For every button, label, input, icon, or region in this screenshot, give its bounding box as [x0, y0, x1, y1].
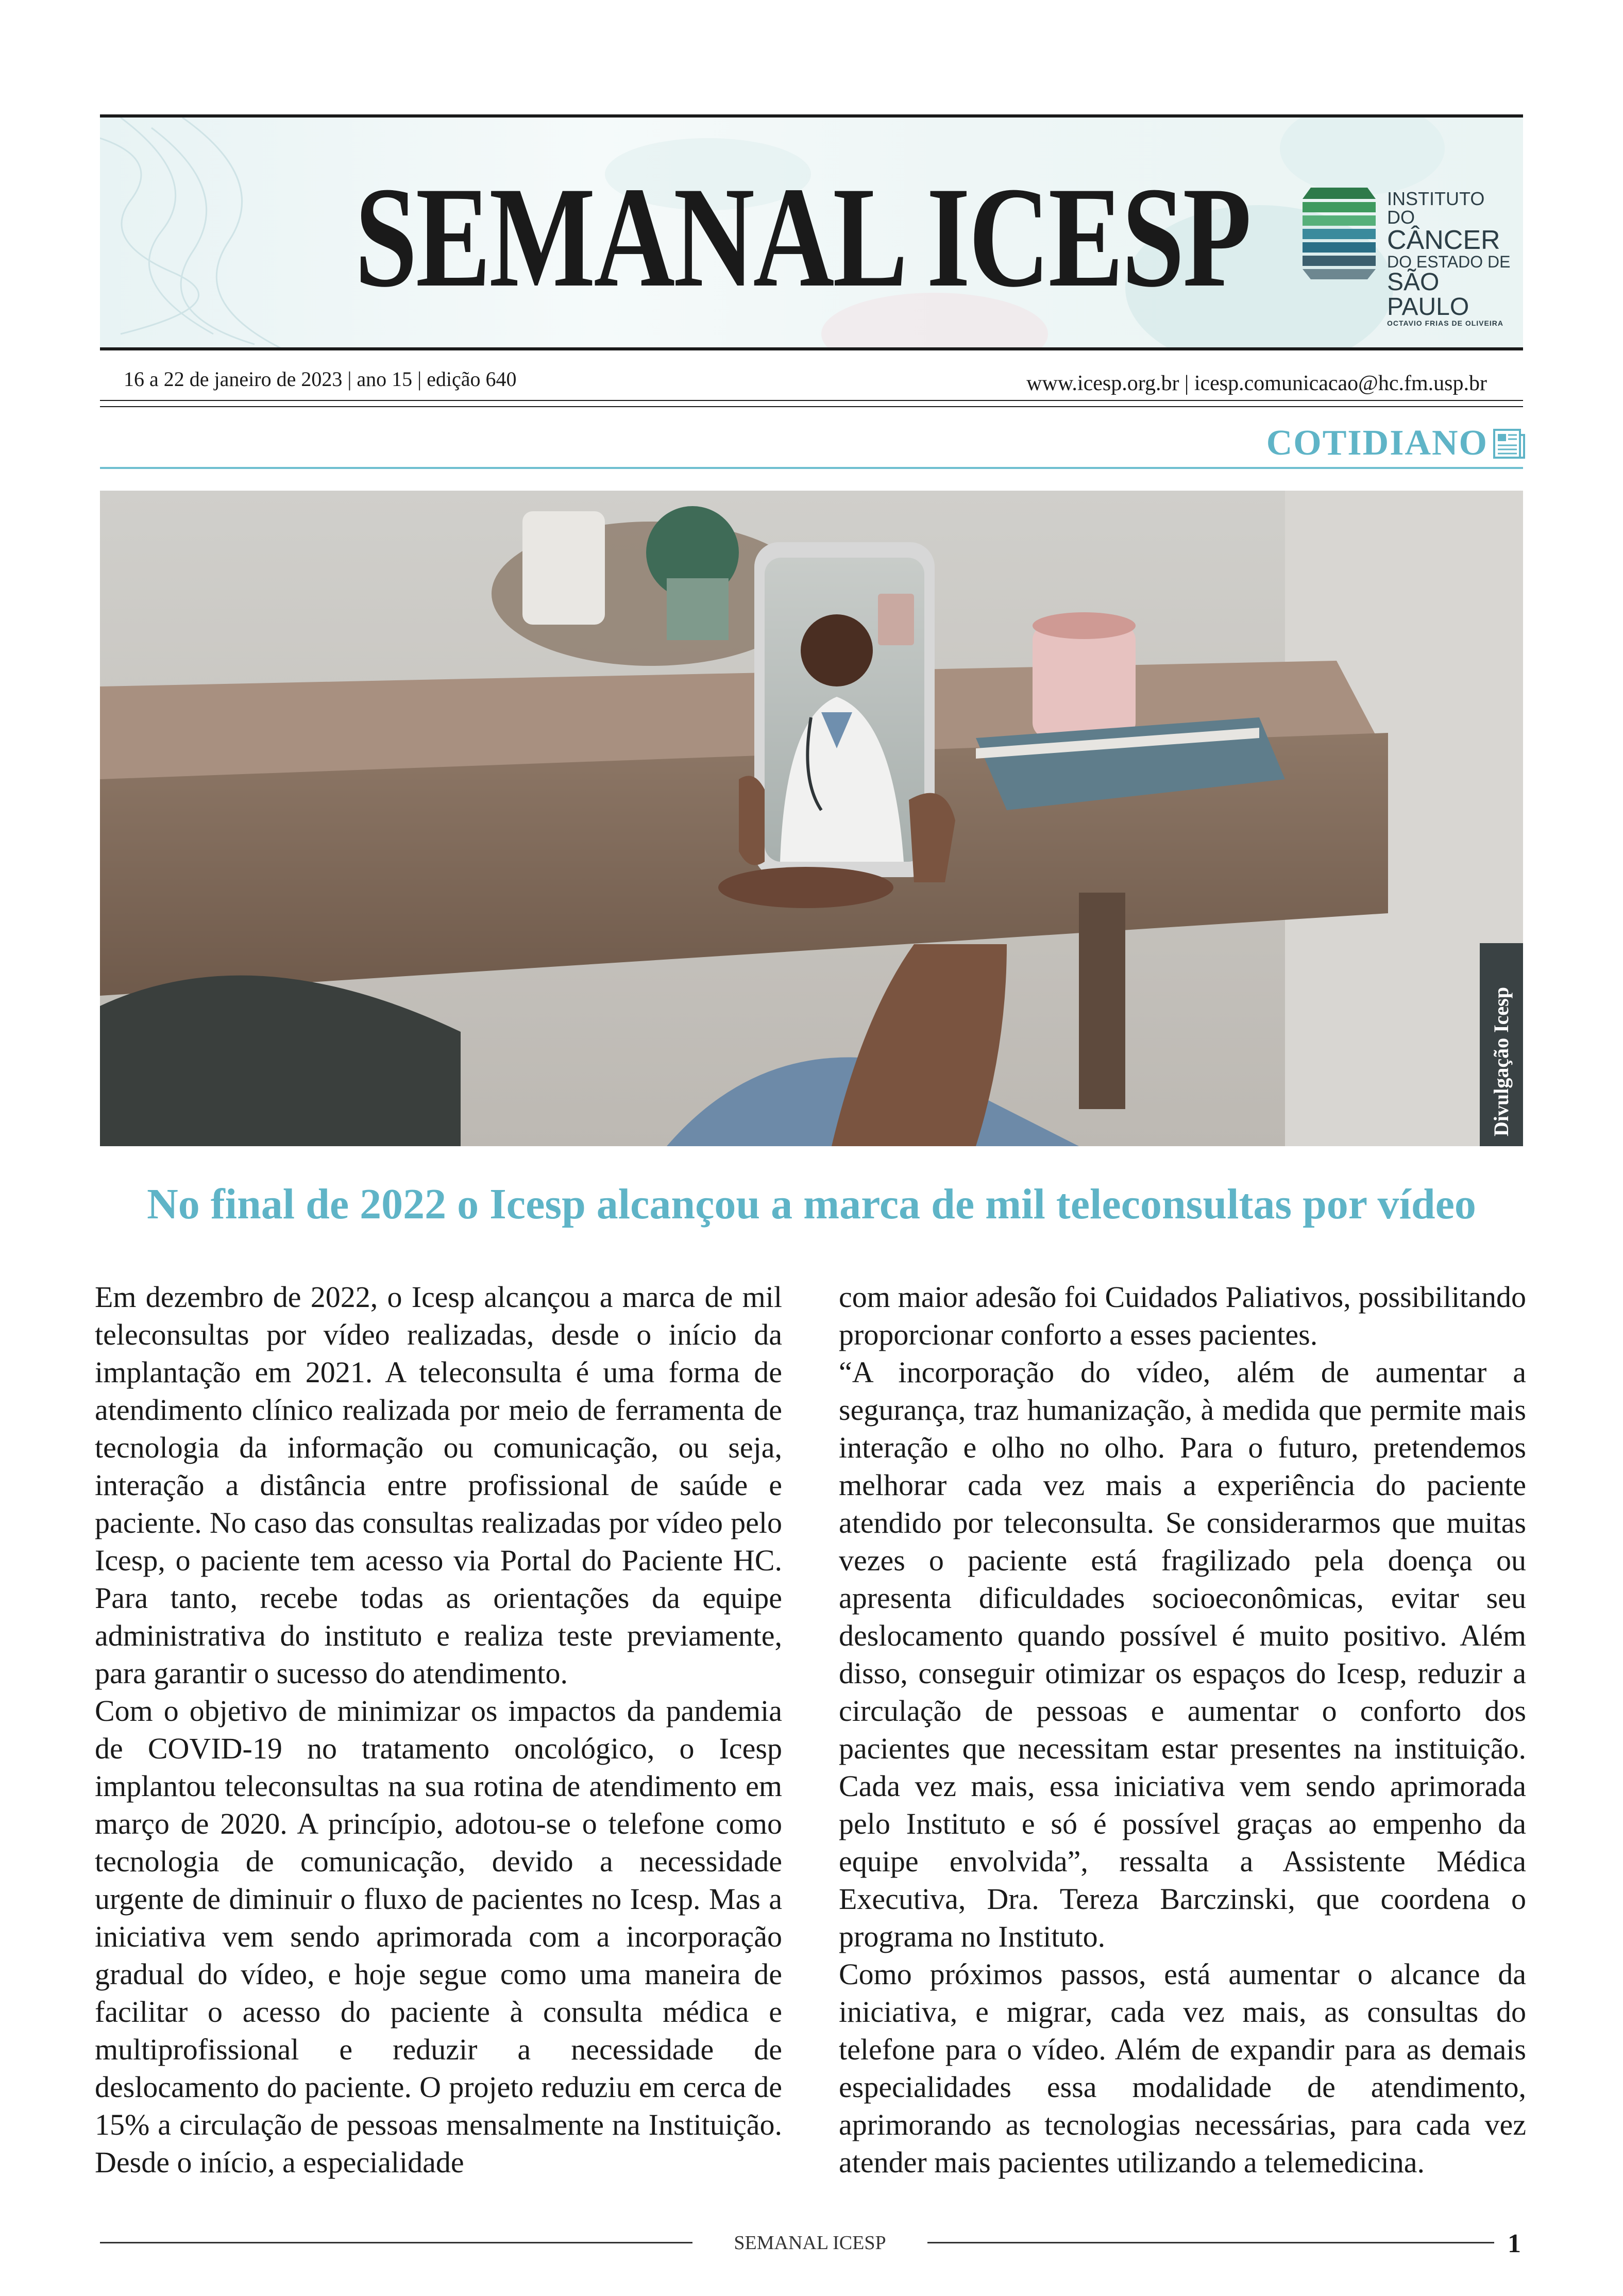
logo-line-4: SÃO PAULO	[1387, 269, 1469, 321]
contact-line: www.icesp.org.br | icesp.comunicacao@hc.fm.usp.br	[1026, 372, 1487, 395]
page-number: 1	[1508, 2229, 1521, 2258]
article-paragraph: Em dezembro de 2022, o Icesp alcançou a marca de mil teleconsultas por vídeo realizadas, desde o início da implantação em 2021. A teleconsulta é uma forma de atendimento clínico realizada por meio de ferramenta de tecnologia da informação ou comunicação, ou seja, interação a distância entre profissional de saúde e paciente. No caso das consultas realizadas por vídeo pelo Icesp, o paciente tem acesso via Portal do Paciente HC. Para tanto, recebe todas as orientações da equipe administrativa do instituto e realiza teste previamente, para garantir o sucesso do atendimento.	[95, 1280, 782, 1690]
meta-rule-2	[100, 406, 1523, 407]
meta-rule-1	[100, 400, 1523, 401]
article-paragraph: “A incorporação do vídeo, além de aumentar a segurança, traz humanização, à medida que permite mais interação e olho no olho. Para o futuro, pretendemos melhorar cada vez mais a experiência do paciente atendido por teleconsulta. Se considerarmos que muitas vezes o paciente está fragilizado pela doença ou apresenta dificuldades socioeconômicas, evitar seu deslocamento quando possível é muito positivo. Além disso, conseguir otimizar os espaços do Icesp, reduzir a circulação de pessoas e aumentar o conforto dos pacientes que necessitam estar presentes na instituição. Cada vez mais, essa iniciativa vem sendo aprimorada pelo Instituto e só é possível graças ao empenho da equipe envolvida”, ressalta a Assistente Médica Executiva, Dra. Tereza Barczinski, que coordena o programa no Instituto.	[839, 1355, 1526, 1953]
footer-rule-right	[927, 2242, 1494, 2243]
footer-rule-left	[100, 2242, 692, 2243]
article-paragraph: com maior adesão foi Cuidados Paliativos, possibilitando proporcionar conforto a esses pacientes.	[839, 1280, 1526, 1351]
photo-illustration	[100, 491, 1523, 1146]
photo-credit: Divulgação Icesp	[1490, 987, 1513, 1136]
logo-line-5: OCTAVIO FRIAS DE OLIVEIRA	[1387, 319, 1503, 327]
article-paragraph: Com o objetivo de minimizar os impactos da pandemia de COVID-19 no tratamento oncológico, o Icesp implantou teleconsultas na sua rotina de atendimento em março de 2020. A princípio, adotou-se o telefone como tecnologia de comunicação, devido a necessidade urgente de diminuir o fluxo de pacientes no Icesp. Mas a iniciativa vem sendo aprimorada com a incorporação gradual do vídeo, e hoje segue como uma maneira de facilitar o acesso do paciente à consulta médica e multiprofissional e reduzir a necessidade de deslocamento do paciente. O projeto reduziu em cerca de 15% a circulação de pessoas mensalmente na Instituição. Desde o início, a especialidade	[95, 1694, 782, 2179]
article-column-2	[839, 1278, 1526, 2181]
article-photo	[100, 491, 1523, 1146]
icesp-logo-text	[1387, 190, 1517, 327]
meta-bar	[100, 350, 1523, 402]
newspaper-icon	[1492, 427, 1526, 461]
article-headline: No final de 2022 o Icesp alcançou a marca de mil teleconsultas por vídeo	[147, 1180, 1476, 1228]
footer-label: SEMANAL ICESP	[734, 2232, 886, 2254]
article-paragraph: Como próximos passos, está aumentar o alcance da iniciativa, e migrar, cada vez mais, as consultas do telefone para o vídeo. Além de expandir para as demais especialidades essa modalidade de atendimento, aprimorando as tecnologias necessárias, para cada vez atender mais pacientes utilizando a telemedicina.	[839, 1957, 1526, 2179]
section-rule	[100, 467, 1523, 469]
icesp-logo	[1300, 183, 1517, 327]
masthead-title: SEMANAL ICESP	[354, 157, 1250, 317]
issue-date: 16 a 22 de janeiro de 2023 | ano 15 | edição 640	[124, 367, 517, 391]
logo-line-3: DO ESTADO DE	[1387, 253, 1511, 271]
article-column-1	[95, 1278, 782, 2181]
icesp-logo-mark	[1300, 183, 1378, 281]
logo-line-1: INSTITUTO DO	[1387, 188, 1485, 228]
logo-line-2: CÂNCER	[1387, 225, 1500, 255]
section-label: COTIDIANO	[1266, 423, 1488, 463]
masthead	[100, 118, 1523, 350]
